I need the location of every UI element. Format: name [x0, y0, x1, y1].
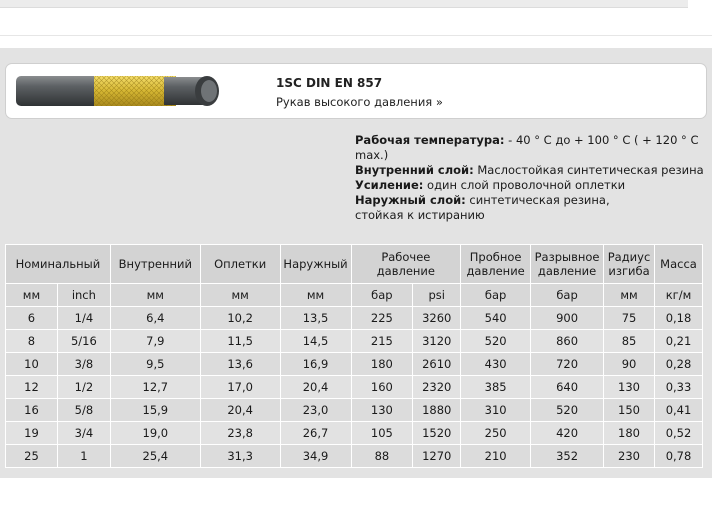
product-header-card [5, 63, 707, 119]
table-cell: 34,9 [280, 445, 351, 468]
table-cell: 1 [57, 445, 110, 468]
header-mass: Масса [654, 245, 702, 284]
table-cell: 16,9 [280, 353, 351, 376]
header-burst-pressure: Разрывное давление [531, 245, 604, 284]
header-inner: Внутренний [110, 245, 200, 284]
table-cell: 26,7 [280, 422, 351, 445]
outer-layer-value-cont: стойкая к истиранию [355, 208, 485, 222]
table-row [6, 307, 703, 330]
outer-layer-label: Наружный слой: [355, 193, 466, 207]
table-cell: 0,21 [654, 330, 702, 353]
table-cell: 215 [351, 330, 413, 353]
table-cell: 210 [461, 445, 531, 468]
table-cell: 31,3 [200, 445, 280, 468]
table-cell: 130 [604, 376, 655, 399]
table-cell: 19 [6, 422, 58, 445]
temp-value-cont: max.) [355, 148, 389, 162]
inner-layer-value: Маслостойкая синтетическая резина [473, 163, 704, 177]
table-cell: 10,2 [200, 307, 280, 330]
table-cell: 420 [531, 422, 604, 445]
table-cell: 640 [531, 376, 604, 399]
outer-layer-value: синтетическая резина, [465, 193, 610, 207]
table-cell: 520 [461, 330, 531, 353]
table-cell: 250 [461, 422, 531, 445]
table-cell: 23,0 [280, 399, 351, 422]
inner-layer-label: Внутренний слой: [355, 163, 474, 177]
table-cell: 0,78 [654, 445, 702, 468]
temp-value: - 40 ° С до + 100 ° С ( + 120 ° С [504, 133, 699, 147]
table-cell: 3/4 [57, 422, 110, 445]
table-cell: 3120 [413, 330, 461, 353]
table-cell: 130 [351, 399, 413, 422]
unit-cell: мм [110, 284, 200, 307]
table-cell: 180 [351, 353, 413, 376]
table-cell: 352 [531, 445, 604, 468]
table-cell: 150 [604, 399, 655, 422]
table-cell: 12,7 [110, 376, 200, 399]
table-cell: 860 [531, 330, 604, 353]
table-cell: 14,5 [280, 330, 351, 353]
table-cell: 0,41 [654, 399, 702, 422]
table-cell: 75 [604, 307, 655, 330]
table-cell: 1/2 [57, 376, 110, 399]
hose-image [14, 73, 224, 109]
table-cell: 1270 [413, 445, 461, 468]
table-cell: 160 [351, 376, 413, 399]
table-cell: 9,5 [110, 353, 200, 376]
table-row [6, 445, 703, 468]
product-code: 1SC DIN EN 857 [276, 76, 383, 90]
table-cell: 180 [604, 422, 655, 445]
unit-cell: мм [604, 284, 655, 307]
table-cell: 85 [604, 330, 655, 353]
table-cell: 540 [461, 307, 531, 330]
table-cell: 430 [461, 353, 531, 376]
unit-cell: кг/м [654, 284, 702, 307]
table-cell: 90 [604, 353, 655, 376]
table-cell: 720 [531, 353, 604, 376]
unit-cell: psi [413, 284, 461, 307]
table-cell: 225 [351, 307, 413, 330]
table-cell: 25 [6, 445, 58, 468]
table-cell: 25,4 [110, 445, 200, 468]
table-row [6, 353, 703, 376]
table-cell: 7,9 [110, 330, 200, 353]
table-cell: 310 [461, 399, 531, 422]
table-cell: 0,52 [654, 422, 702, 445]
table-cell: 230 [604, 445, 655, 468]
unit-cell: бар [531, 284, 604, 307]
table-cell: 1880 [413, 399, 461, 422]
divider-line [0, 35, 712, 36]
header-bend-radius: Радиус изгиба [604, 245, 655, 284]
unit-cell: inch [57, 284, 110, 307]
table-cell: 20,4 [200, 399, 280, 422]
table-cell: 15,9 [110, 399, 200, 422]
reinforcement-label: Усиление: [355, 178, 424, 192]
table-cell: 0,28 [654, 353, 702, 376]
product-panel [0, 48, 712, 478]
header-nominal: Номинальный [6, 245, 111, 284]
table-cell: 1520 [413, 422, 461, 445]
table-cell: 13,6 [200, 353, 280, 376]
unit-cell: мм [200, 284, 280, 307]
hose-spec-table [5, 244, 703, 468]
table-cell: 5/8 [57, 399, 110, 422]
table-cell: 12 [6, 376, 58, 399]
table-cell: 5/16 [57, 330, 110, 353]
temp-label: Рабочая температура: [355, 133, 505, 147]
header-test-pressure: Пробное давление [461, 245, 531, 284]
table-cell: 0,18 [654, 307, 702, 330]
table-cell: 13,5 [280, 307, 351, 330]
table-cell: 520 [531, 399, 604, 422]
header-braid: Оплетки [200, 245, 280, 284]
table-cell: 1/4 [57, 307, 110, 330]
table-cell: 10 [6, 353, 58, 376]
spec-list [355, 133, 704, 223]
table-cell: 17,0 [200, 376, 280, 399]
table-cell: 6,4 [110, 307, 200, 330]
top-strip [0, 0, 688, 8]
unit-cell: мм [6, 284, 58, 307]
table-row [6, 422, 703, 445]
product-category-link[interactable]: Рукав высокого давления » [276, 95, 443, 109]
table-cell: 385 [461, 376, 531, 399]
table-cell: 3260 [413, 307, 461, 330]
table-cell: 105 [351, 422, 413, 445]
table-row [6, 399, 703, 422]
table-cell: 23,8 [200, 422, 280, 445]
table-cell: 6 [6, 307, 58, 330]
table-cell: 3/8 [57, 353, 110, 376]
table-cell: 11,5 [200, 330, 280, 353]
table-cell: 2610 [413, 353, 461, 376]
table-cell: 19,0 [110, 422, 200, 445]
table-row [6, 376, 703, 399]
table-cell: 8 [6, 330, 58, 353]
header-working-pressure: Рабочее давление [351, 245, 461, 284]
unit-cell: бар [461, 284, 531, 307]
table-cell: 0,33 [654, 376, 702, 399]
table-cell: 16 [6, 399, 58, 422]
header-outer: Наружный [280, 245, 351, 284]
table-cell: 2320 [413, 376, 461, 399]
unit-cell: мм [280, 284, 351, 307]
table-cell: 88 [351, 445, 413, 468]
table-cell: 900 [531, 307, 604, 330]
table-cell: 20,4 [280, 376, 351, 399]
unit-cell: бар [351, 284, 413, 307]
reinforcement-value: один слой проволочной оплетки [423, 178, 626, 192]
table-row [6, 330, 703, 353]
